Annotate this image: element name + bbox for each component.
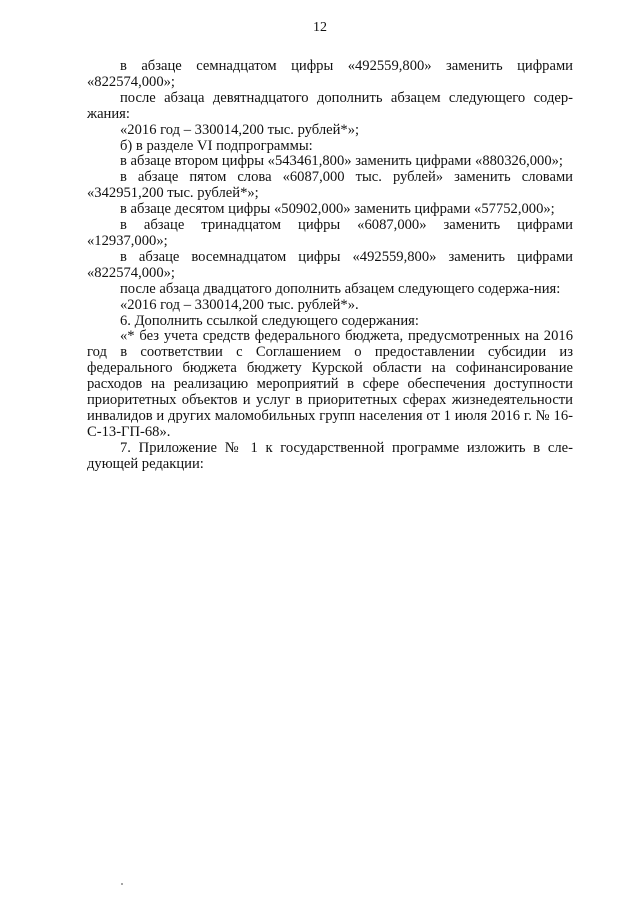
paragraph-replace-13th: в абзаце тринадцатом цифры «6087,000» заменить цифрами «12937,000»; xyxy=(87,217,573,249)
paragraph-replace-5th: в абзаце пятом слова «6087,000 тыс. рублей» заменить словами «342951,200 тыс. рублей*»; xyxy=(87,169,573,202)
paragraph-2016-amount-1: «2016 год – 330014,200 тыс. рублей*»; xyxy=(120,121,360,138)
paragraph-replace-17th: в абзаце семнадцатом цифры «492559,800» заменить цифрами «822574,000»; xyxy=(87,58,573,90)
document-body xyxy=(87,59,573,473)
paragraph-2016-amount-2: «2016 год – 330014,200 тыс. рублей*». xyxy=(120,296,359,313)
page-number: 12 xyxy=(313,20,327,35)
paragraph-section-vi: б) в разделе VI подпрограммы: xyxy=(120,137,313,154)
paragraph-item-7: 7. Приложение № 1 к государственной программе изложить в сле-дующей редакции: xyxy=(87,439,573,472)
paragraph-replace-2nd: в абзаце втором цифры «543461,800» заменить цифрами «880326,000»; xyxy=(120,153,563,170)
paragraph-after-20th: после абзаца двадцатого дополнить абзацем следующего содержа-ния: xyxy=(120,280,561,297)
scan-speck xyxy=(121,883,123,885)
paragraph-replace-10th: в абзаце десятом цифры «50902,000» заменить цифрами «57752,000»; xyxy=(120,201,555,218)
paragraph-after-19th: после абзаца девятнадцатого дополнить абзацем следующего содер-жания: xyxy=(87,89,573,122)
paragraph-item-6: 6. Дополнить ссылкой следующего содержания: xyxy=(120,312,419,329)
paragraph-footnote-text: «* без учета средств федерального бюджета, предусмотренных на 2016 год в соответствии с Соглашением о предоставлении субсидии из федерального бюджета бюджету Курской области на софинансирование расходов на реализацию мероприятий в сфере обеспечения доступности приоритетных объектов и услуг в приоритетных сферах жизнедеятельности инвалидов и других маломобильных групп населения от 1 июля 2016 г. № 16-С-13-ГП-68». xyxy=(87,328,573,440)
paragraph-replace-18th: в абзаце восемнадцатом цифры «492559,800» заменить цифрами «822574,000»; xyxy=(87,248,573,281)
